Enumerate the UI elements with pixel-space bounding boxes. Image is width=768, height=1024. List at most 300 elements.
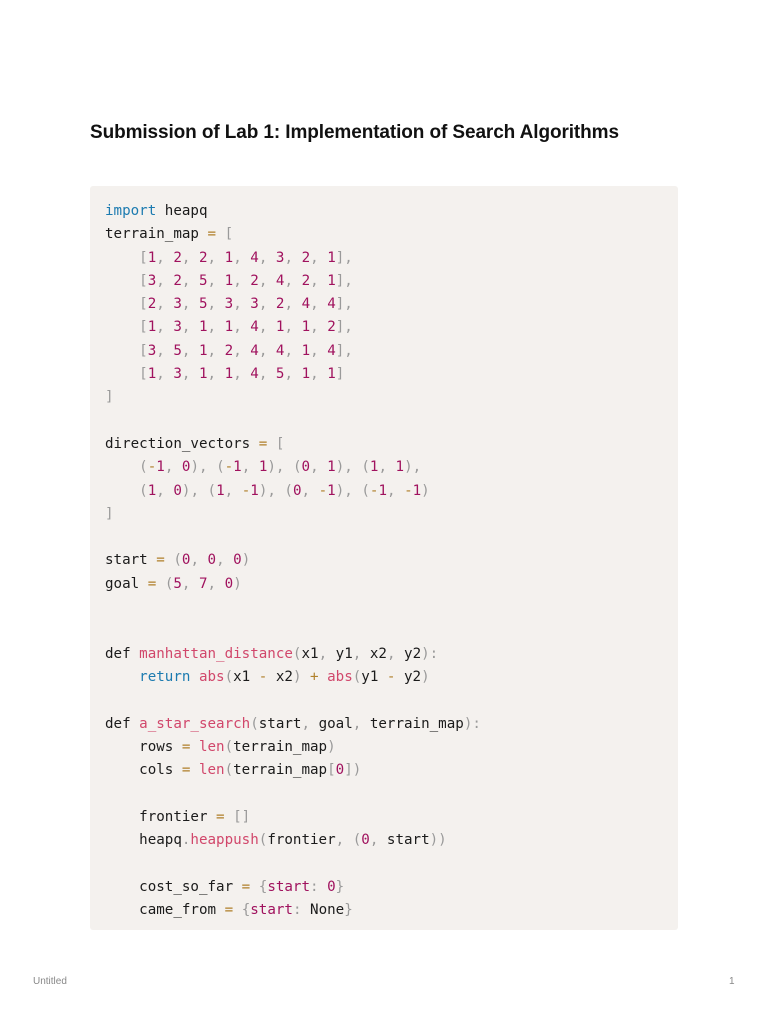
code-token: ]: [335, 366, 345, 383]
code-token: ,: [181, 296, 199, 313]
code-token: (: [224, 738, 234, 755]
code-token: ):: [463, 715, 481, 732]
code-token: =: [224, 901, 234, 918]
code-token: [105, 483, 139, 499]
code-token: 2: [173, 249, 182, 266]
code-token: 2: [147, 296, 157, 313]
code-token: 5: [199, 296, 208, 313]
code-token: 1: [250, 482, 259, 499]
code-token: ,: [181, 575, 199, 592]
code-token: came_from: [105, 901, 225, 918]
code-token: ,: [233, 366, 251, 383]
code-token: 4: [327, 342, 336, 359]
code-token: [301, 669, 310, 685]
code-token: ,: [352, 645, 370, 662]
code-line: [105, 666, 678, 689]
code-token: [190, 739, 199, 755]
code-token: start: [258, 715, 302, 732]
code-token: ,: [258, 319, 276, 336]
code-token: 1: [147, 366, 157, 383]
code-token: [319, 669, 328, 685]
code-token: ), (: [181, 482, 217, 499]
code-token: 2: [173, 272, 182, 289]
code-token: y2: [404, 645, 422, 662]
code-token: heapq: [156, 203, 208, 219]
code-token: 1: [224, 366, 234, 383]
code-token: ,: [301, 715, 319, 732]
code-line: [105, 782, 678, 805]
code-token: ,: [301, 482, 319, 499]
code-token: +: [310, 668, 319, 685]
code-token: , (: [335, 832, 362, 849]
code-token: terrain_map: [233, 738, 328, 755]
code-token: ,: [369, 832, 387, 849]
code-token: {: [241, 901, 251, 918]
code-token: ,: [310, 272, 328, 289]
code-token: 7: [199, 575, 208, 592]
code-line: [105, 713, 678, 736]
code-token: [105, 459, 139, 475]
code-token: ,: [156, 482, 174, 499]
code-token: 1: [147, 249, 157, 266]
code-token: ,: [284, 296, 302, 313]
code-token: abs: [327, 668, 353, 685]
code-token: -: [404, 482, 413, 499]
code-token: }: [335, 878, 345, 895]
code-token: heappush: [190, 832, 259, 849]
code-token: start: [267, 878, 311, 895]
code-token: ,: [181, 342, 199, 359]
code-token: (: [292, 645, 302, 662]
code-token: [: [327, 762, 336, 779]
code-token: [156, 576, 165, 592]
code-token: 1: [327, 366, 336, 383]
code-token: =: [181, 762, 191, 779]
code-token: ,: [386, 645, 405, 662]
code-token: cost_so_far: [105, 878, 242, 895]
code-token: ,: [310, 249, 328, 266]
code-token: 1: [301, 342, 311, 359]
code-token: 4: [275, 272, 285, 289]
code-token: 5: [275, 366, 285, 383]
code-token: x1: [233, 668, 259, 685]
code-token: ,: [233, 249, 251, 266]
code-token: 1: [327, 249, 336, 266]
code-token: abs: [198, 668, 225, 685]
code-token: ,: [284, 272, 302, 289]
code-token: ,: [318, 645, 336, 662]
code-token: x2: [369, 645, 387, 662]
code-token: None: [310, 901, 345, 918]
code-token: heapq: [105, 832, 182, 849]
code-token: def: [105, 645, 140, 662]
code-token: ),: [404, 459, 422, 476]
code-token: 0: [233, 552, 242, 569]
code-token: 1: [327, 459, 336, 476]
code-token: 1: [327, 272, 336, 289]
code-token: ), (: [258, 482, 293, 499]
code-token: [105, 319, 139, 335]
code-token: y2: [395, 668, 422, 685]
code-token: ,: [352, 715, 370, 732]
code-token: terrain_map: [105, 226, 208, 243]
code-token: ), (: [190, 459, 225, 476]
code-token: ,: [284, 319, 302, 336]
code-token: ,: [310, 366, 328, 383]
code-token: (: [224, 668, 234, 685]
code-token: 2: [224, 342, 234, 359]
code-token: [267, 436, 276, 452]
code-token: 2: [199, 249, 208, 266]
code-token: {: [258, 878, 268, 895]
code-token: ): [292, 668, 302, 685]
code-line: [105, 852, 678, 875]
code-token: ,: [156, 319, 174, 336]
code-token: 0: [181, 552, 191, 569]
code-token: 4: [250, 319, 259, 336]
code-token: [: [139, 296, 148, 313]
code-token: 1: [199, 342, 208, 359]
code-token: y1: [361, 668, 387, 685]
code-token: ,: [181, 272, 199, 289]
code-token: ): [327, 738, 336, 755]
code-token: (: [139, 459, 148, 476]
code-line: [105, 480, 678, 503]
code-token: 1: [378, 482, 387, 499]
code-token: (: [139, 482, 148, 499]
code-token: 1: [224, 319, 234, 336]
code-token: ):: [421, 645, 439, 662]
code-token: y1: [335, 645, 353, 662]
code-token: a_star_search: [139, 715, 251, 732]
code-token: -: [386, 668, 396, 685]
code-token: [216, 226, 225, 242]
code-line: [105, 689, 678, 712]
code-token: (: [352, 668, 362, 685]
code-token: 0: [292, 482, 302, 499]
code-token: [: [139, 319, 148, 336]
code-token: 4: [275, 342, 285, 359]
code-token: start: [386, 832, 430, 849]
code-token: x1: [301, 645, 319, 662]
code-token: frontier: [267, 832, 336, 849]
code-token: 4: [250, 249, 259, 266]
code-token: 2: [275, 296, 285, 313]
code-token: ,: [207, 249, 225, 266]
code-token: start: [250, 901, 293, 918]
code-token: ,: [207, 296, 225, 313]
code-line: [105, 806, 678, 829]
code-token: 3: [275, 249, 285, 266]
code-token: 1: [233, 459, 242, 476]
code-token: ,: [156, 272, 174, 289]
code-token: :: [310, 878, 328, 895]
code-token: 1: [156, 459, 165, 476]
code-line: [105, 293, 678, 316]
code-token: ,: [190, 552, 208, 569]
code-token: ,: [258, 366, 276, 383]
code-line: [105, 503, 678, 526]
code-token: ,: [207, 575, 225, 592]
code-token: 0: [335, 762, 345, 779]
code-token: 1: [224, 272, 234, 289]
code-token: ,: [224, 482, 242, 499]
code-token: :: [292, 901, 311, 918]
code-token: ,: [258, 249, 276, 266]
code-token: ,: [207, 272, 225, 289]
code-token: ,: [241, 459, 259, 476]
code-token: -: [258, 668, 268, 685]
code-token: 1: [395, 459, 405, 476]
code-token: 1: [369, 459, 379, 476]
code-token: 3: [250, 296, 259, 313]
code-token: ,: [207, 319, 225, 336]
code-token: ],: [335, 296, 353, 313]
code-token: (: [250, 715, 259, 732]
code-token: }: [344, 901, 353, 918]
code-token: =: [258, 435, 268, 452]
code-token: =: [147, 575, 157, 592]
code-token: 1: [275, 319, 285, 336]
code-token: manhattan_distance: [139, 645, 293, 662]
code-token: []: [233, 808, 251, 825]
code-token: [105, 366, 139, 382]
code-line: [105, 247, 678, 270]
code-token: 1: [327, 482, 336, 499]
code-token: -: [318, 482, 328, 499]
code-token: -: [241, 482, 251, 499]
code-token: (: [173, 552, 182, 569]
code-token: ,: [207, 366, 225, 383]
code-token: ,: [310, 319, 328, 336]
code-line: [105, 386, 678, 409]
code-token: 4: [250, 342, 259, 359]
code-token: 5: [173, 342, 182, 359]
code-token: ,: [156, 342, 174, 359]
code-token: ,: [310, 459, 328, 476]
code-token: ,: [156, 366, 174, 383]
code-token: 1: [216, 482, 225, 499]
code-token: [105, 343, 139, 359]
code-token: ,: [181, 366, 199, 383]
code-token: x2: [267, 668, 293, 685]
code-token: )): [429, 832, 447, 849]
code-token: -: [369, 482, 379, 499]
code-token: 1: [199, 366, 208, 383]
code-token: =: [207, 226, 217, 243]
code-token: ), (: [267, 459, 302, 476]
code-token: [190, 669, 199, 685]
code-line: [105, 363, 678, 386]
code-line: [105, 596, 678, 619]
code-token: 0: [173, 482, 182, 499]
code-token: ],: [335, 342, 353, 359]
code-token: ,: [156, 249, 174, 266]
code-token: 5: [173, 575, 182, 592]
code-token: [233, 902, 242, 918]
code-token: =: [241, 878, 251, 895]
code-token: ,: [216, 552, 234, 569]
code-token: [105, 669, 139, 685]
code-token: ,: [258, 342, 276, 359]
code-token: [: [224, 226, 234, 243]
code-line: [105, 456, 678, 479]
code-token: 0: [327, 878, 336, 895]
code-token: [: [275, 435, 285, 452]
code-token: 3: [147, 272, 157, 289]
code-token: 3: [147, 342, 157, 359]
code-token: 0: [224, 575, 234, 592]
code-token: frontier: [105, 808, 217, 825]
code-token: goal: [105, 575, 148, 592]
code-token: ,: [310, 296, 328, 313]
code-token: [: [139, 366, 148, 383]
code-token: (: [164, 575, 174, 592]
code-line: [105, 270, 678, 293]
code-token: terrain_map: [369, 715, 464, 732]
code-token: 3: [173, 366, 182, 383]
code-token: return: [139, 668, 191, 685]
code-token: 0: [181, 459, 191, 476]
code-line: [105, 619, 678, 642]
code-token: ,: [386, 482, 405, 499]
code-token: 0: [361, 832, 370, 849]
code-line: [105, 643, 678, 666]
code-token: [190, 762, 199, 778]
code-token: =: [156, 552, 165, 569]
code-token: start: [105, 552, 157, 569]
code-token: ), (: [335, 482, 370, 499]
code-token: =: [181, 738, 191, 755]
code-token: ,: [258, 272, 276, 289]
code-token: rows: [105, 738, 182, 755]
code-line: [105, 410, 678, 433]
code-token: ],: [335, 249, 353, 266]
code-token: 1: [147, 482, 157, 499]
code-token: [: [139, 249, 148, 266]
code-token: 0: [207, 552, 217, 569]
code-line: [105, 526, 678, 549]
code-token: ): [421, 668, 430, 685]
code-token: (: [258, 832, 268, 849]
code-line: [105, 899, 678, 922]
code-line: [105, 549, 678, 572]
code-token: ): [241, 552, 251, 569]
code-token: ,: [233, 296, 251, 313]
code-token: ,: [233, 319, 251, 336]
footer-page-number: 1: [729, 976, 735, 987]
code-token: ],: [335, 272, 353, 289]
code-token: ): [233, 575, 242, 592]
code-token: ,: [284, 366, 302, 383]
code-token: 4: [250, 366, 259, 383]
code-token: ,: [181, 319, 199, 336]
code-token: [225, 809, 234, 825]
code-token: 1: [258, 459, 268, 476]
code-token: 1: [301, 319, 311, 336]
code-token: -: [224, 459, 234, 476]
code-token: ,: [233, 342, 251, 359]
code-token: direction_vectors: [105, 435, 259, 452]
code-token: ,: [207, 342, 225, 359]
code-token: [105, 273, 139, 289]
code-token: ]: [105, 505, 114, 522]
code-token: [105, 250, 139, 266]
code-token: 2: [301, 272, 311, 289]
code-token: ,: [233, 272, 251, 289]
code-line: [105, 433, 678, 456]
code-token: [: [139, 342, 148, 359]
code-token: [250, 879, 259, 895]
code-token: -: [147, 459, 157, 476]
code-token: ,: [164, 459, 182, 476]
code-token: goal: [318, 715, 353, 732]
code-token: ,: [310, 342, 328, 359]
code-block: [90, 186, 678, 930]
page-title: Submission of Lab 1: Implementation of Search Algorithms: [90, 122, 619, 143]
code-token: [105, 296, 139, 312]
code-token: 2: [327, 319, 336, 336]
code-token: ,: [181, 249, 199, 266]
code-token: 3: [173, 296, 182, 313]
code-token: 3: [173, 319, 182, 336]
code-token: ,: [284, 249, 302, 266]
code-line: [105, 316, 678, 339]
code-token: ,: [284, 342, 302, 359]
code-token: 1: [224, 249, 234, 266]
code-token: 1: [199, 319, 208, 336]
code-token: [: [139, 272, 148, 289]
code-token: 1: [301, 366, 311, 383]
code-token: 2: [301, 249, 311, 266]
code-token: (: [224, 762, 234, 779]
code-line: [105, 573, 678, 596]
code-token: 0: [301, 459, 311, 476]
code-token: 3: [224, 296, 234, 313]
code-token: 1: [147, 319, 157, 336]
code-token: 5: [199, 272, 208, 289]
code-token: len: [198, 762, 225, 779]
code-token: .: [181, 832, 191, 849]
code-line: [105, 200, 678, 223]
code-line: [105, 223, 678, 246]
code-line: [105, 876, 678, 899]
code-line: [105, 759, 678, 782]
code-token: 4: [301, 296, 311, 313]
code-token: ],: [335, 319, 353, 336]
code-token: ), (: [335, 459, 370, 476]
code-token: def: [105, 715, 140, 732]
code-token: terrain_map: [233, 762, 328, 779]
code-token: 1: [412, 482, 422, 499]
code-token: ,: [378, 459, 396, 476]
code-token: =: [216, 808, 225, 825]
code-token: import: [105, 203, 157, 219]
code-token: ): [421, 482, 430, 499]
code-line: [105, 829, 678, 852]
code-token: cols: [105, 762, 182, 779]
code-token: 4: [327, 296, 336, 313]
code-token: 2: [250, 272, 259, 289]
code-token: len: [198, 738, 225, 755]
code-token: ]): [344, 762, 362, 779]
footer-document-name: Untitled: [33, 976, 67, 987]
code-token: ]: [105, 389, 114, 406]
code-line: [105, 340, 678, 363]
code-token: ,: [258, 296, 276, 313]
code-token: ,: [156, 296, 174, 313]
code-line: [105, 736, 678, 759]
